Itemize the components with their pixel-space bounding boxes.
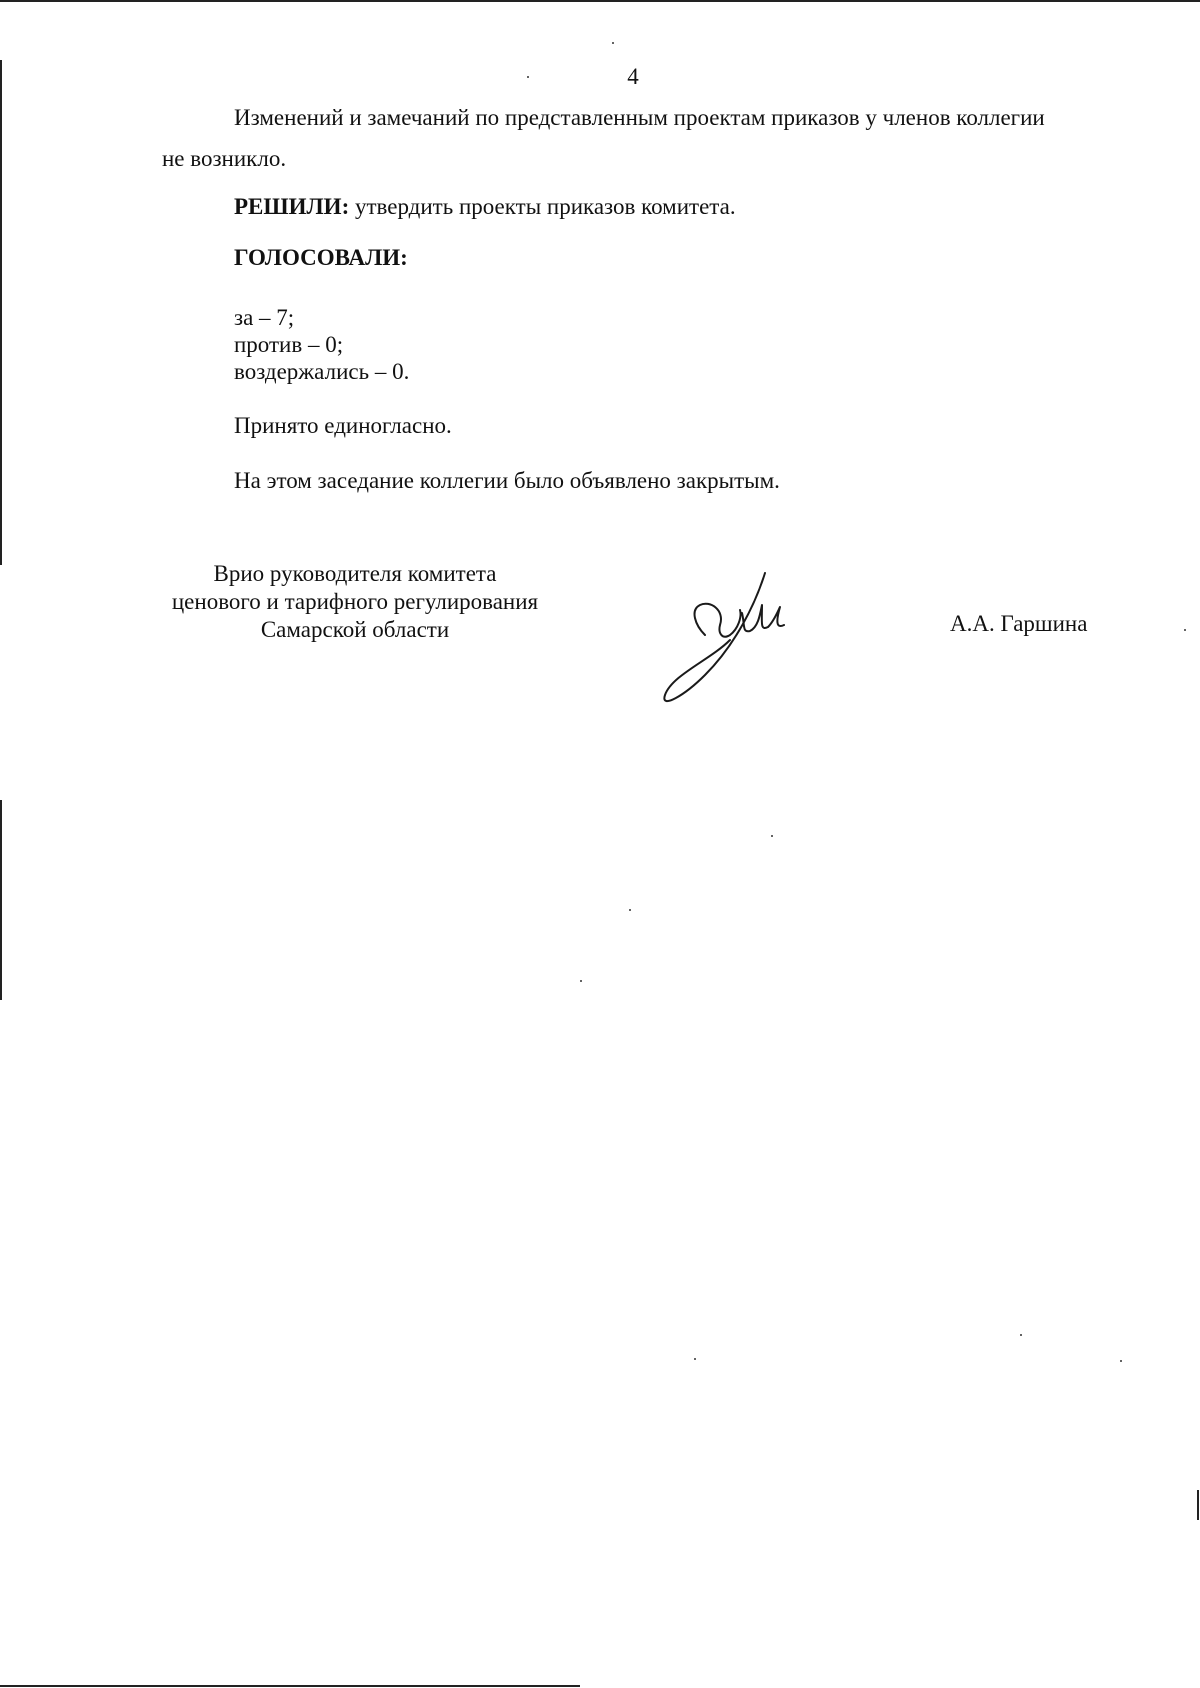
scan-edge-right (1197, 1490, 1199, 1520)
scan-speck (612, 42, 614, 44)
scan-speck (527, 76, 529, 78)
scan-speck (1020, 1334, 1022, 1336)
resolution-line (234, 193, 736, 221)
scan-speck (1184, 629, 1186, 631)
resolved-text: утвердить проекты приказов комитета. (349, 194, 736, 219)
position-line: Самарской области (260, 617, 450, 642)
scan-edge-bottom (0, 1685, 580, 1687)
paragraph-line: Изменений и замечаний по представленным проектам приказов у членов коллегии (234, 105, 1045, 130)
closing-text: На этом заседание коллегии было объявлено закрытым. (234, 468, 780, 493)
scan-speck (771, 835, 773, 837)
position-line: Врио руководителя комитета (213, 561, 497, 586)
signatory-name: А.А. Гаршина (950, 611, 1088, 636)
scan-speck (1120, 1360, 1122, 1362)
vote-item: воздержались – 0. (234, 359, 410, 384)
position-line: ценового и тарифного регулирования (171, 589, 539, 614)
scan-edge-left-2 (0, 800, 2, 1000)
scan-speck (580, 980, 582, 982)
vote-item: против – 0; (234, 332, 344, 357)
signatory-position (150, 560, 560, 644)
handwritten-signature (650, 565, 830, 715)
paragraph-line: не возникло. (162, 146, 287, 171)
vote-item: за – 7; (234, 305, 295, 330)
scan-edge-top (0, 0, 1200, 2)
adopted-text: Принято единогласно. (234, 413, 452, 438)
scan-speck (694, 1358, 696, 1360)
scan-speck (629, 909, 631, 911)
page-number: 4 (627, 64, 639, 89)
scan-edge-left-1 (0, 60, 2, 565)
voted-label: ГОЛОСОВАЛИ: (234, 245, 408, 270)
resolved-label: РЕШИЛИ: (234, 194, 350, 219)
